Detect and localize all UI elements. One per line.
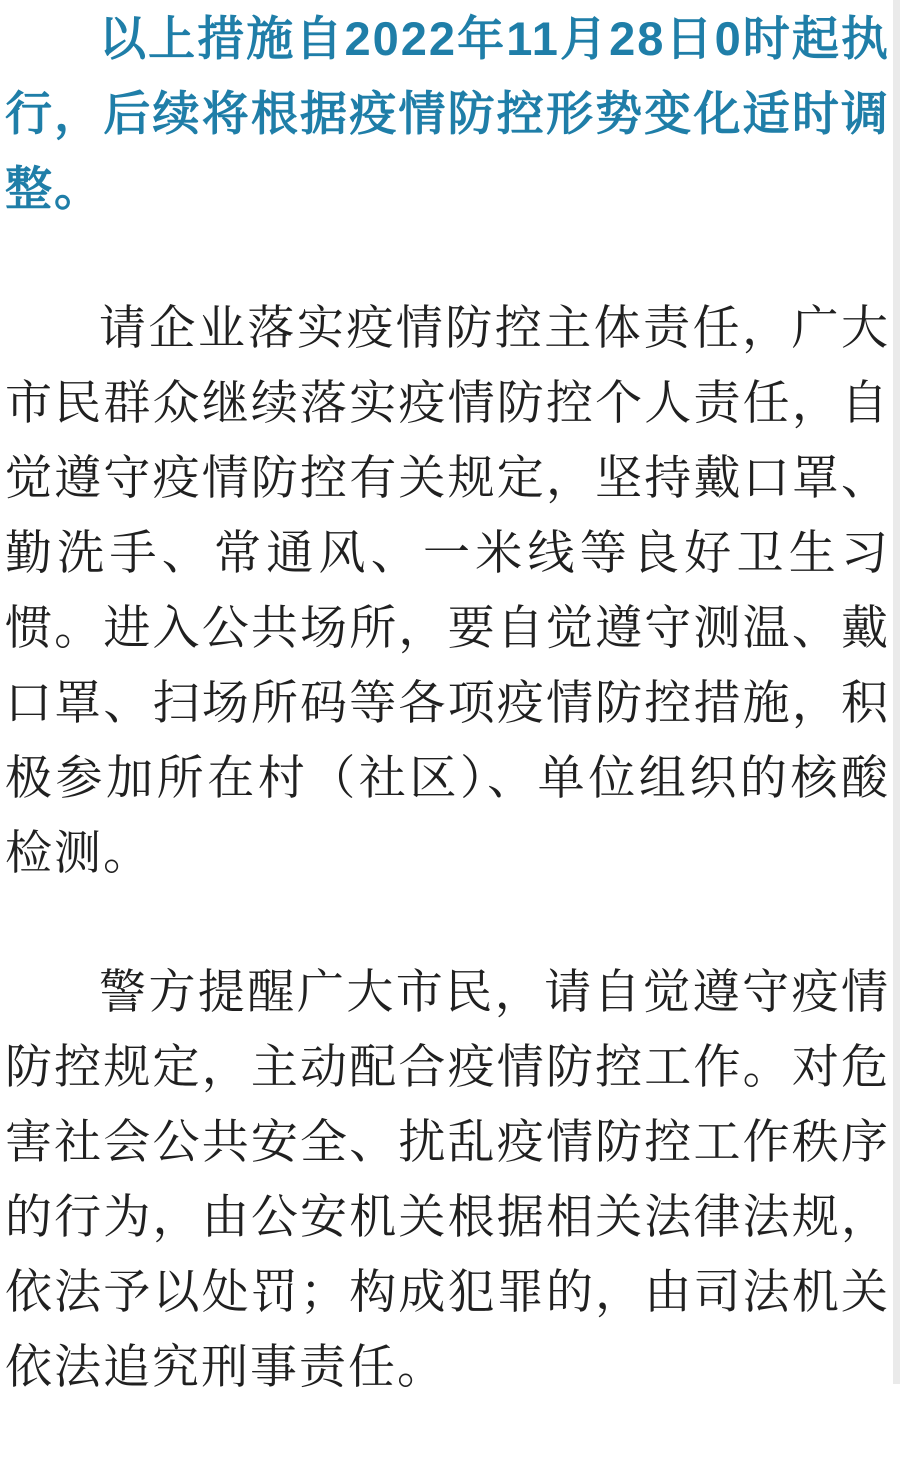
- page-right-edge: [893, 0, 900, 1384]
- paragraph-effective-date-notice: 以上措施自2022年11月28日0时起执行，后续将根据疫情防控形势变化适时调整。: [5, 12, 890, 215]
- paragraph-public-responsibility: 请企业落实疫情防控主体责任，广大市民群众继续落实疫情防控个人责任，自觉遵守疫情防控有关规定，坚持戴口罩、勤洗手、常通风、一米线等良好卫生习惯。进入公共场所，要自觉遵守测温、戴口罩、扫场所码等各项疫情防控措施，积极参加所在村（社区）、单位组织的核酸检测。: [5, 301, 890, 879]
- paragraph-police-reminder: 警方提醒广大市民，请自觉遵守疫情防控规定，主动配合疫情防控工作。对危害社会公共安全、扰乱疫情防控工作秩序的行为，由公安机关根据相关法律法规，依法予以处罚；构成犯罪的，由司法机关依法追究刑事责任。: [5, 965, 890, 1393]
